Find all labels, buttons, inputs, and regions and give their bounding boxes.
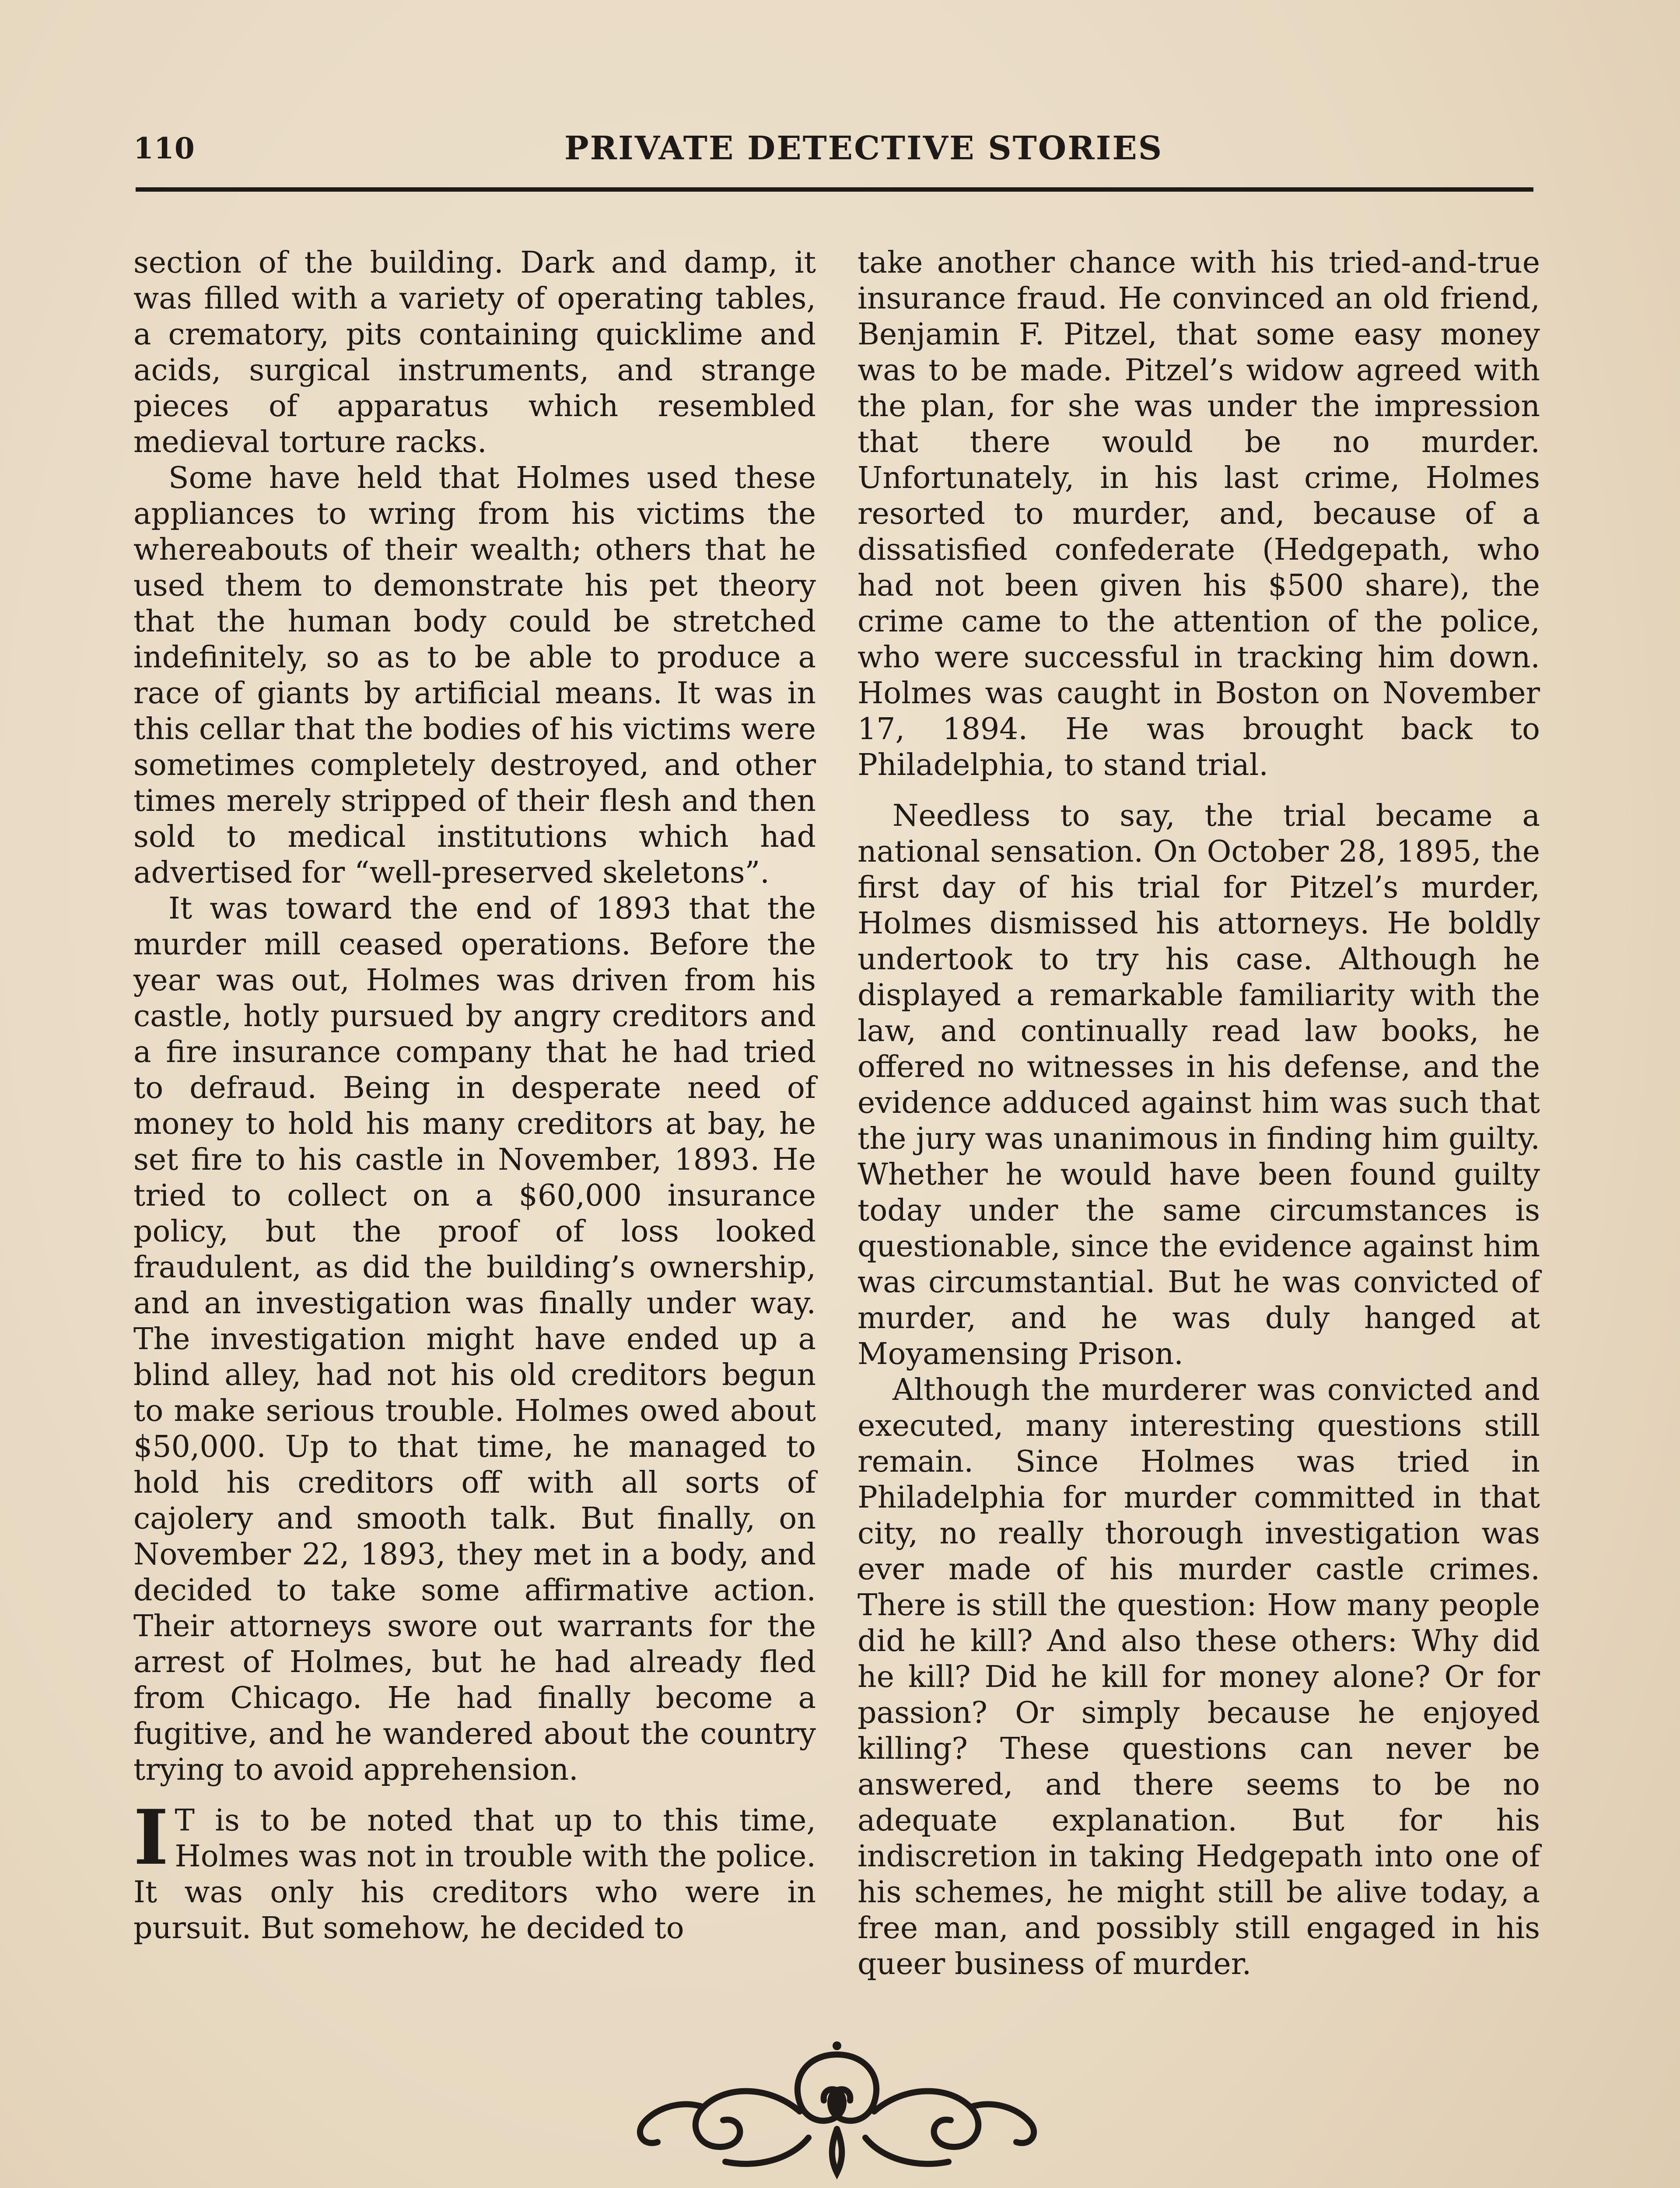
drop-cap: I (133, 1793, 169, 1882)
right-column (858, 245, 1540, 1982)
decorative-ornament-icon (625, 2037, 1049, 2181)
left-column (133, 245, 816, 1946)
paragraph-with-dropcap (133, 1793, 816, 1946)
page-number: 110 (133, 131, 195, 165)
running-head: PRIVATE DETECTIVE STORIES (564, 130, 1163, 167)
paragraph: Although the murderer was convicted and executed, many interesting questions still remain. Since Holmes was tried in Philadelphia for murder committed in that city, no really thorough investigation was ever made of his murder castle crimes. There is still the question: How many people did he kill? And also these others: Why did he kill? Did he kill for money alone? Or for passion? Or simply because he enjoyed killing? These questions can never be answered, and there seems to be no adequate explanation. But for his indiscretion in taking Hedgepath into one of his schemes, he might still be alive today, a free man, and possibly still engaged in his queer business of murder. (858, 1373, 1540, 1981)
paragraph: section of the building. Dark and damp, it was filled with a variety of operating tables, a crematory, pits containing quicklime and acids, surgical instruments, and strange pieces of apparatus which resembled medieval torture racks. (133, 245, 816, 459)
header-rule (136, 187, 1533, 192)
paragraph: It was toward the end of 1893 that the murder mill ceased operations. Before the year was out, Holmes was driven from his castle, hotly pursued by angry creditors and a fire insurance company that he had tried to defraud. Being in desperate need of money to hold his many creditors at bay, he set fire to his castle in November, 1893. He tried to collect on a $60,000 insurance policy, but the proof of loss looked fraudulent, as did the building’s ownership, and an investigation was finally under way. The investigation might have ended up a blind alley, had not his old creditors begun to make serious trouble. Holmes owed about $50,000. Up to that time, he managed to hold his creditors off with all sorts of cajolery and smooth talk. But finally, on November 22, 1893, they met in a body, and decided to take some affirmative action. Their attorneys swore out warrants for the arrest of Holmes, but he had already fled from Chicago. He had finally become a fugitive, and he wandered about the country trying to avoid apprehension. (133, 891, 816, 1787)
paragraph: Needless to say, the trial became a national sensation. On October 28, 1895, the first day of his trial for Pitzel’s murder, Holmes dismissed his attorneys. He boldly undertook to try his case. Although he displayed a remarkable familiarity with the law, and continually read law books, he offered no witnesses in his defense, and the evidence adduced against him was such that the jury was unanimous in finding him guilty. Whether he would have been found guilty today under the same circumstances is questionable, since the evidence against him was circumstantial. But he was convicted of murder, and he was duly hanged at Moyamensing Prison. (858, 799, 1540, 1371)
paragraph: Some have held that Holmes used these appliances to wring from his victims the whereabouts of their wealth; others that he used them to demonstrate his pet theory that the human body could be stretched indefinitely, so as to be able to produce a race of giants by artificial means. It was in this cellar that the bodies of his victims were sometimes completely destroyed, and other times merely stripped of their flesh and then sold to medical institutions which had advertised for “well-preserved skeletons”. (133, 461, 816, 890)
paragraph: take another chance with his tried-and-true insurance fraud. He convinced an old friend, Benjamin F. Pitzel, that some easy money was to be made. Pitzel’s widow agreed with the plan, for she was under the impression that there would be no murder. Unfortunately, in his last crime, Holmes resorted to murder, and, because of a dissatisfied confederate (Hedgepath, who had not been given his $500 share), the crime came to the attention of the police, who were successful in tracking him down. Holmes was caught in Boston on November 17, 1894. He was brought back to Philadelphia, to stand trial. (858, 245, 1540, 782)
paragraph-text: T is to be noted that up to this time, Holmes was not in trouble with the police. It was only his creditors who were in pursuit. But somehow, he decided to (133, 1803, 816, 1946)
